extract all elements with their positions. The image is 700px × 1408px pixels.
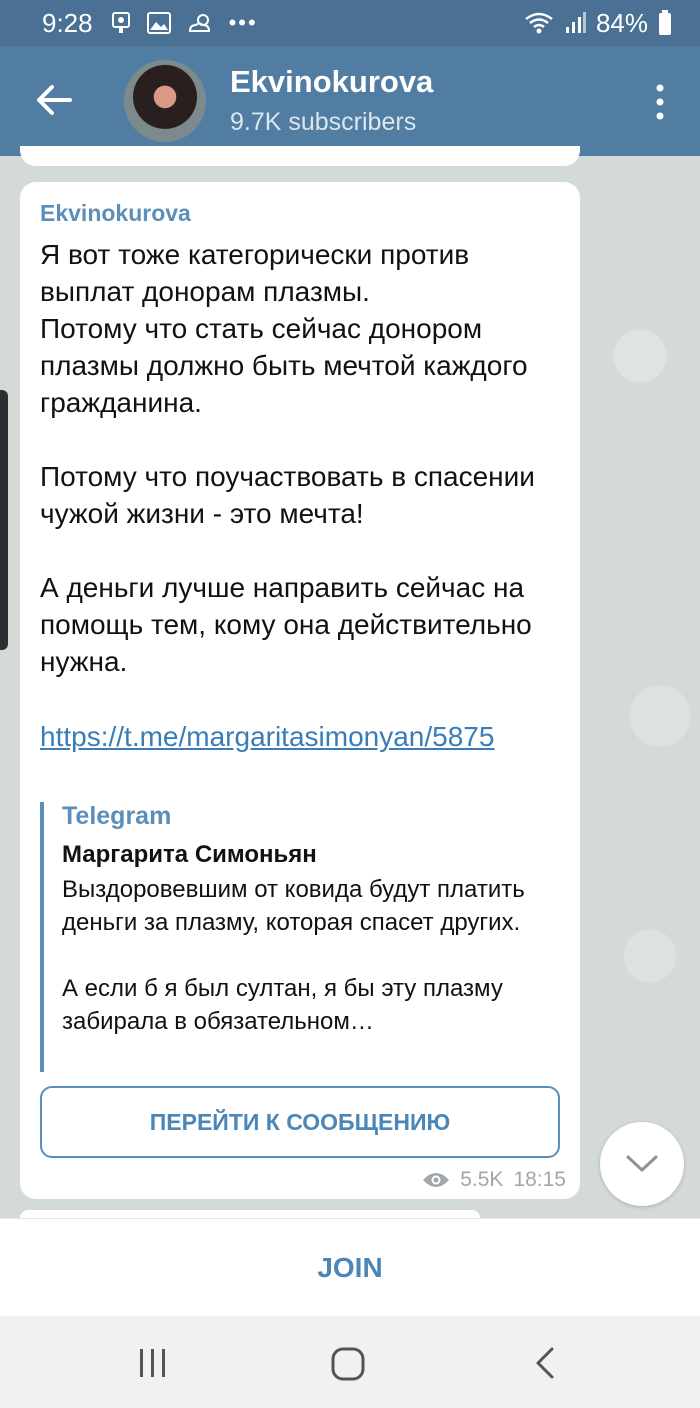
channel-avatar[interactable]	[124, 60, 206, 142]
link-preview[interactable]	[40, 802, 562, 1072]
chevron-down-icon	[625, 1154, 659, 1174]
voicemail-icon	[111, 11, 131, 35]
more-dots-icon: •••	[228, 10, 258, 35]
message-author[interactable]: Ekvinokurova	[40, 200, 191, 226]
status-bar	[0, 0, 700, 46]
go-to-message-button[interactable]: ПЕРЕЙТИ К СООБЩЕНИЮ	[40, 1086, 560, 1158]
join-button[interactable]: JOIN	[317, 1252, 383, 1283]
message-meta	[422, 1168, 566, 1192]
signal-icon	[564, 11, 586, 35]
views-eye-icon	[422, 1171, 450, 1189]
view-count: 5.5K	[460, 1168, 504, 1191]
previous-message-bubble	[20, 146, 580, 166]
gallery-icon	[147, 12, 171, 34]
channel-header	[0, 46, 700, 156]
battery-percent: 84%	[595, 7, 648, 38]
next-message-bubble	[20, 1210, 480, 1218]
status-time: 9:28	[42, 7, 93, 38]
message-link[interactable]: https://t.me/margaritasimonyan/5875	[40, 721, 495, 752]
battery-icon	[658, 10, 672, 36]
preview-site-name: Telegram	[62, 802, 172, 830]
status-icons	[111, 10, 258, 36]
weather-icon	[187, 12, 213, 34]
scroll-down-button[interactable]	[600, 1122, 684, 1206]
preview-title: Маргарита Симоньян	[62, 841, 317, 868]
message-text: Я вот тоже категорически против выплат донорам плазмы. Потому что стать сейчас донором плазмы должно быть мечтой каждого гражданина. Потому что поучаствовать в спасении чужой жизни - это мечта! А деньги лучше направить сейчас на помощь тем, кому она действительно нужна.	[40, 239, 535, 677]
edge-scroll-indicator	[0, 390, 8, 650]
more-menu-icon[interactable]	[650, 82, 670, 122]
home-icon[interactable]	[330, 1346, 366, 1382]
nav-back-icon[interactable]	[530, 1346, 560, 1380]
system-nav-bar	[0, 1316, 700, 1408]
preview-description: Выздоровевшим от ковида будут платить деньги за плазму, которая спасет других. А если б я был султан, я бы эту плазму забирала в обязательном…	[62, 876, 525, 1035]
subscriber-count: 9.7K subscribers	[230, 108, 417, 136]
recent-apps-icon[interactable]	[136, 1346, 170, 1380]
back-arrow-icon[interactable]	[30, 76, 78, 124]
message-time: 18:15	[513, 1168, 566, 1191]
join-bar	[0, 1218, 700, 1317]
channel-name[interactable]: Ekvinokurova	[230, 64, 434, 99]
wifi-icon	[524, 11, 554, 35]
message-bubble[interactable]	[20, 182, 580, 1199]
status-right	[524, 0, 672, 46]
